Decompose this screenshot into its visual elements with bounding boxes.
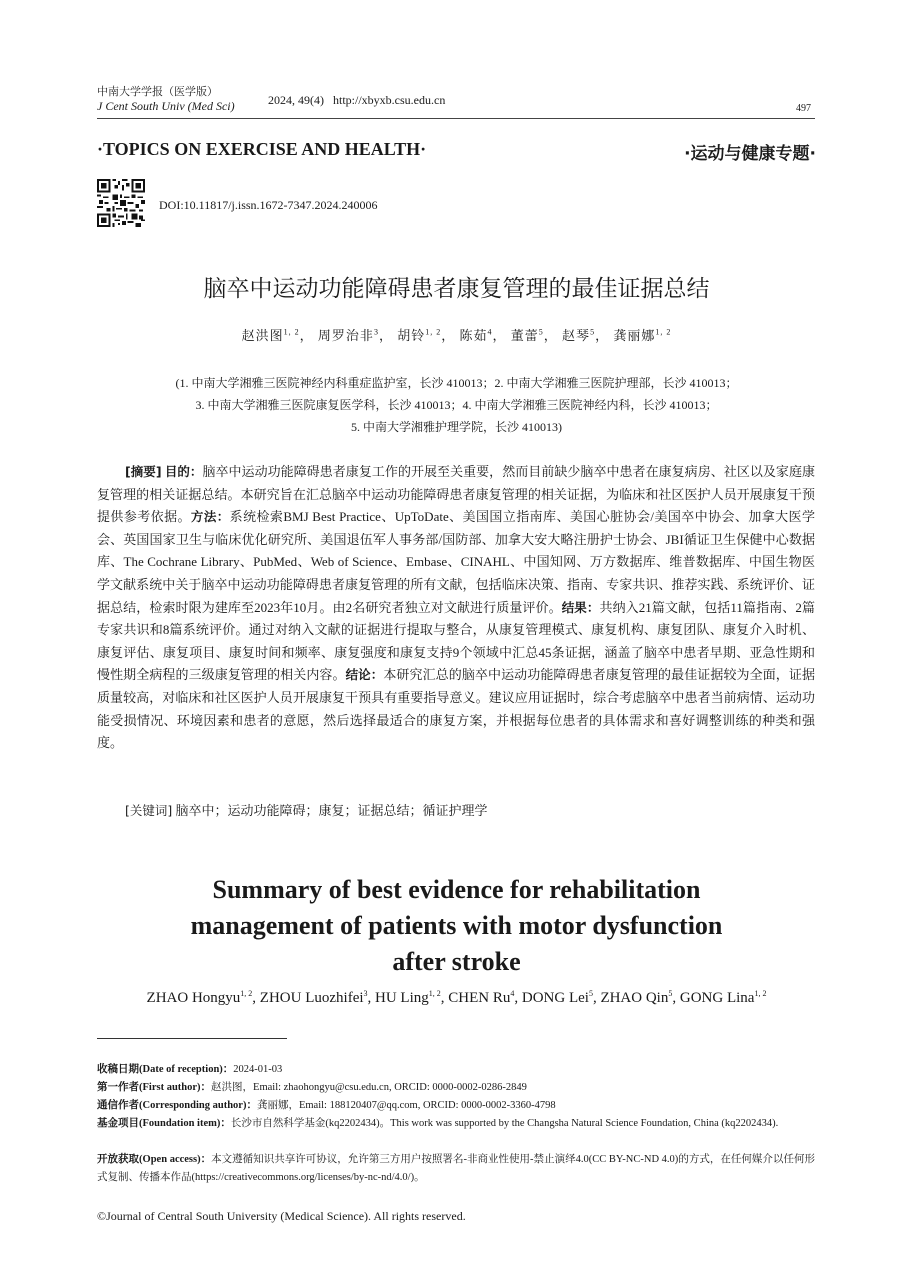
author-name: 周罗治非 [317,328,374,343]
author-affiliation: 1, 2 [425,327,442,337]
author-name: 赵琴 [562,328,591,343]
author-name: DONG Lei [521,990,589,1006]
results-text: 共纳入21篇文献，包括11篇指南、2篇专家共识和8篇系统评价。通过对纳入文献的证据进行提取与整合，从康复管理模式、康复机构、康复团队、康复介入时机、康复评估、康复项目、康复时间和频率、康复强度和康复支持9个领域中汇总45条证据，涵盖了脑卒中患者早期、亚急性期和慢性期全病程的三级康复管理的相关内容。 [97,599,815,683]
author-affiliation: 3 [373,327,379,337]
affiliation-line: (1. 中南大学湘雅三医院神经内科重症监护室，长沙 410013；2. 中南大学湘雅三医院护理部，长沙 410013； [175,376,738,390]
footnote-label: 基金项目(Foundation item)： [97,1118,231,1129]
author-affiliation: 3 [363,989,368,998]
keywords [125,800,815,823]
journal-url[interactable]: http://xbyxb.csu.edu.cn [333,93,446,107]
author-affiliation: 5 [590,327,596,337]
author-affiliation: 1, 2 [240,989,253,998]
author-name: GONG Lina [679,990,755,1006]
conclusion-text: 本研究汇总的脑卒中运动功能障碍患者康复管理的最佳证据较为全面，证据质量较高，对临床和社区医护人员开展康复干预具有重要指导意义。建议应用证据时，综合考虑脑卒中患者当前病情、运动功能受损情况、环境因素和患者的意愿，然后选择最适合的康复方案，并根据每位患者的具体需求和喜好调整训练的种类和强度。 [97,667,815,751]
title-en-line: after stroke [392,947,521,976]
affiliation-line: 3. 中南大学湘雅三医院康复医学科，长沙 410013；4. 中南大学湘雅三医院神经内科，长沙 410013； [195,398,718,412]
author-name: CHEN Ru [448,990,511,1006]
page-number: 497 [796,103,811,114]
footnote-foundation [97,1115,815,1133]
title-en-line: Summary of best evidence for rehabilitation [212,875,701,904]
footnote-text: 2024-01-03 [233,1064,283,1075]
methods-text: 系统检索BMJ Best Practice、UpToDate、美国国立指南库、美国心脏协会/美国卒中协会、加拿大医学会、英国国家卫生与临床优化研究所、美国退伍军人事务部/国防部、加拿大安大略注册护士协会、JBI循证卫生保健中心数据库、The Cochrane Library、PubMed、Web of Science、Embase、CINAHL、中国知网、万方数据库、维普数据库、中国生物医学文献系统中关于脑卒中运动功能障碍患者康复管理的所有文献，包括临床决策、指南、专家共识、推荐实践、系统评价、证据总结，检索时限为建库至2023年10月。由2名研究者独立对文献进行质量评价。 [97,509,815,615]
author-name: 董蕾 [510,328,539,343]
footnote-text: 长沙市自然科学基金(kq2202434)。This work was supported by the Changsha Natural Science Foundation, China (kq2202434). [230,1118,779,1129]
results-label: 结果： [561,599,600,615]
author-affiliation: 1, 2 [283,327,300,337]
footnote-corresponding-author [97,1097,815,1115]
author-name: ZHOU Luozhifei [259,990,364,1006]
author-list-en: ZHAO Hongyu$^{1, 2}$, ZHOU Luozhifei$^3$, HU Ling$^{1, 2}$, CHEN Ru$^4$, DONG Lei$^5$, ZHAO Qin$^5$, GONG Lina$^{1, 2}$ [146,989,767,1006]
article-title-en [0,872,913,980]
author-affiliation: 5 [668,989,673,998]
objective-label: 目的： [164,464,203,479]
footnote-text: 龚丽娜，Email: 188120407@qq.com, ORCID: 0000-0002-3360-4798 [256,1100,556,1111]
author-affiliation: 4 [487,327,493,337]
author-affiliation: 1, 2 [428,989,441,998]
issue-info [268,93,445,108]
article-title-cn: 脑卒中运动功能障碍患者康复管理的最佳证据总结 [203,276,710,302]
author-affiliation: 5 [588,989,593,998]
footnote-text: 本文遵循知识共享许可协议，允许第三方用户按照署名-非商业性使用-禁止演绎4.0(CC BY-NC-ND 4.0)的方式，在任何媒介以任何形式复制、传播本作品(https://creativecommons.org/licenses/by-nc-nd/4.0/)。 [97,1154,815,1183]
author-affiliation: 4 [510,989,515,998]
journal-name-cn: 中南大学学报（医学版） [97,86,218,98]
author-name: 陈茹 [459,328,488,343]
affiliation-line: 5. 中南大学湘雅护理学院，长沙 410013) [351,420,562,434]
issue-number: 2024, 49(4) [268,93,324,107]
header-divider [97,118,815,119]
abstract [97,461,815,755]
author-name: 胡铃 [397,328,426,343]
author-name: ZHAO Qin [600,990,669,1006]
footnote-text: 赵洪图，Email: zhaohongyu@csu.edu.cn, ORCID: 0000-0002-0286-2849 [211,1082,527,1093]
section-heading-cn: ·运动与健康专题· [684,144,816,164]
footnote-open-access [97,1151,815,1186]
footnote-label: 开放获取(Open access)： [97,1154,212,1165]
author-name: ZHAO Hongyu [146,990,241,1006]
conclusion-label: 结论： [345,667,384,683]
journal-name-en: J Cent South Univ (Med Sci) [97,99,235,113]
footnote-reception-date [97,1061,815,1079]
footnote-first-author [97,1079,815,1097]
section-heading-en: ·TOPICS ON EXERCISE AND HEALTH· [97,139,427,159]
author-name: 龚丽娜 [613,328,656,343]
copyright-notice: ©Journal of Central South University (Medical Science). All rights reserved. [97,1209,466,1223]
doi[interactable]: DOI:10.11817/j.issn.1672-7347.2024.240006 [159,198,378,212]
footnote-label: 收稿日期(Date of reception)： [97,1064,234,1075]
qr-code-icon [97,179,145,227]
objective-text: 脑卒中运动功能障碍患者康复工作的开展至关重要，然而目前缺少脑卒中患者在康复病房、社区以及家庭康复管理的相关证据总结。本研究旨在汇总脑卒中运动功能障碍患者康复管理的相关证据，为临床和社区医护人员开展康复干预提供参考依据。 [97,464,815,525]
keywords-text: 脑卒中；运动功能障碍；康复；证据总结；循证护理学 [175,803,488,818]
methods-label: 方法： [190,509,230,525]
author-affiliation: 5 [538,327,544,337]
author-name: 赵洪图 [241,328,284,343]
author-name: HU Ling [375,990,429,1006]
title-en-line: management of patients with motor dysfunction [190,911,723,940]
author-affiliation: 1, 2 [655,327,672,337]
keywords-label: [关键词] [125,803,173,818]
footnote-label: 第一作者(First author)： [97,1082,212,1093]
footnote-divider [97,1038,287,1039]
author-list-cn: 赵洪图$^{1, 2}$， 周罗治非$^3$， 胡铃$^{1, 2}$， 陈茹$^4$， 董蕾$^5$， 赵琴$^5$， 龚丽娜$^{1, 2}$ [241,327,672,343]
author-affiliation: 1, 2 [754,989,767,998]
footnote-label: 通信作者(Corresponding author)： [97,1100,257,1111]
abstract-label: [摘要] [125,464,162,479]
